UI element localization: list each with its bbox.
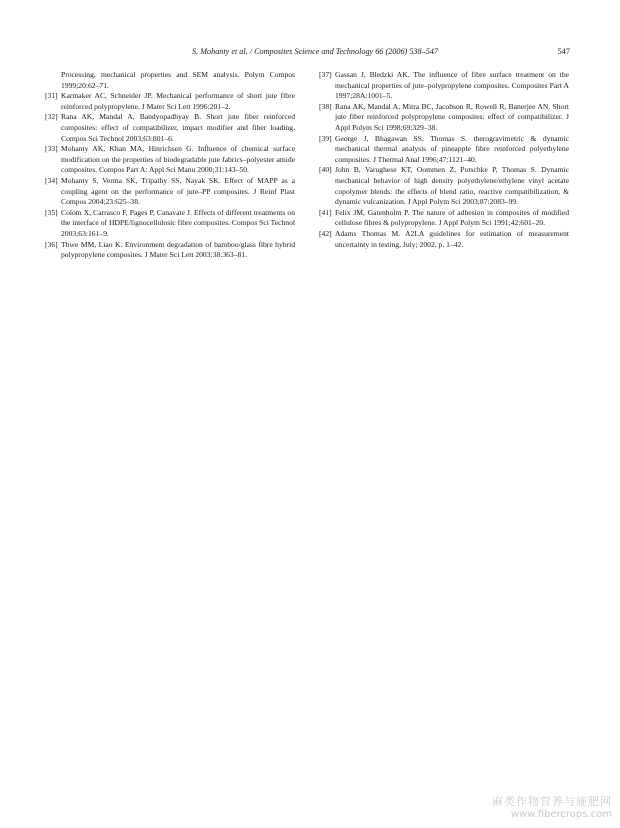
references-right-column [319,70,569,250]
reference-40 [319,165,569,207]
reference-number: [42] [319,228,332,238]
reference-number: [39] [319,133,332,143]
reference-text: George J, Bhagawan SS, Thomas S. therogravimetric & dynamic mechanical thermal analysis of pineapple fibre reinforced polyethylene composites. J Thermal Anal 1996;47:1121–40. [335,133,569,164]
reference-text: John B, Varughese KT, Oommen Z, Potschke P, Thomas S. Dynamic mechanical behavior of high density polyethylene/ethylene vinyl acetate copolymer blends: the effects of blend ratio, reactive compatibilization, & dynamic vulcanization. J Appl Polym Sci 2003;87:2083–99. [335,165,569,207]
reference-41 [319,208,569,229]
reference-34 [45,176,295,208]
reference-number: [31] [45,91,58,101]
reference-text: Mohanty S, Verma SK, Tripathy SS, Nayak SK. Effect of MAPP as a coupling agent on the performance of jute–PP composites. J Reinf Plast Compos 2004;23:625–38. [61,175,295,207]
running-head: S. Mohanty et al. / Composites Science and Technology 66 (2006) 538–547 [192,47,438,56]
reference-36 [45,240,295,261]
reference-number: [35] [45,207,58,217]
watermark-url: www.fibercrops.com [510,809,612,820]
reference-text: Colom X, Carrasco F, Pages P, Canavate J. Effects of different treatments on the interface of HDPE/lignocellulosic fibre composites. Compos Sci Technol 2003;63:161–9. [61,207,295,238]
reference-37 [319,70,569,102]
reference-continuation: Processing, mechanical properties and SEM analysis. Polym Compos 1999;20:62–71. [61,70,295,90]
reference-number: [37] [319,70,332,79]
reference-number: [36] [45,239,58,249]
reference-33 [45,144,295,176]
references-left-column [45,70,295,261]
reference-text: Rana AK, Mandal A, Bandyopadhyay B. Short jute fiber reinforced composites: effect of compatibilizer, impact modifier and fiber loading. Compos Sci Technol 2003;63:801–6. [61,112,295,143]
reference-text: Karmaker AC, Schneider JP. Mechanical performance of short jute fibre reinforced polypropylene. J Mater Sci Lett 1996:201–2. [61,91,295,111]
reference-text: Rana AK, Mandal A, Mitra BC, Jacobson R, Rowell R, Banerjee AN. Short jute fiber reinforced polypropylene composites: effect of compatibilizer. J Appl Polym Sci 1998;69:329–38. [335,101,569,132]
reference-text: Gassan J, Bledzki AK. The influence of fibre surface treatment on the mechanical properties of jute–polypropylene composites. Composites Part A 1997;28A:1001–5. [335,70,569,101]
watermark-title: 麻类作物营养与施肥网 [492,795,612,808]
reference-number: [38] [319,101,332,111]
reference-38 [319,102,569,134]
watermark [492,793,612,820]
reference-31 [45,91,295,112]
reference-text: Mohanty AK, Khan MA, Hinrichsen G. Influence of chemical surface modification on the properties of biodegradable jute fabrics–polyester amide composites. Compos Part A: Appl Sci Manu 2000;31:143–50. [61,144,295,175]
reference-number: [32] [45,112,58,122]
reference-number: [33] [45,144,58,154]
reference-number: [34] [45,175,58,185]
reference-35 [45,208,295,240]
reference-42 [319,229,569,250]
reference-number: [41] [319,207,332,217]
reference-text: Adams Thomas M. A2LA guidelines for estimation of measurement uncertainty in testing, July; 2002. p. 1–42. [335,228,569,249]
page-number: 547 [557,47,570,56]
reference-text: Felix JM, Gatenholm P. The nature of adhesion in composites of modified cellulose fibres & polypropylene. J Appl Polym Sci 1991;42:601–20. [335,207,569,228]
reference-39 [319,134,569,166]
reference-text: Thwe MM, Liao K. Environment degradation of bamboo/glass fibre hybrid polypropylene composites. J Mater Sci Lett 2003;38:363–81. [61,239,295,260]
reference-32 [45,112,295,144]
reference-number: [40] [319,165,332,175]
